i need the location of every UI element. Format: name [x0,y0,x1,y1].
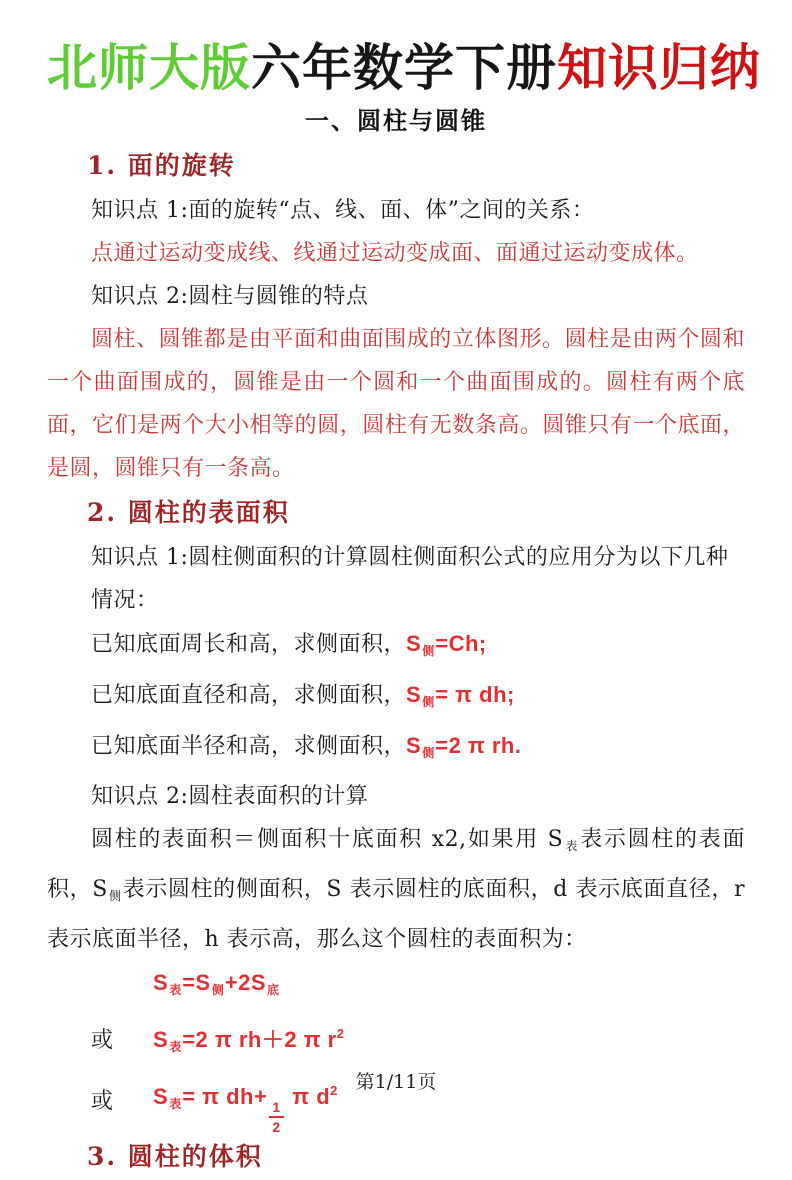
or-label: 或 [91,1088,114,1114]
title-publisher: 北师大版 [47,38,251,97]
surface-area-formula-1: $S_表=S_侧+2S_底$ [153,970,280,997]
case-1-formula: $S_侧=Ch$; [406,631,487,658]
section-2-knowledge-point-1: 知识点 1:圆柱侧面积的计算圆柱侧面积公式的应用分为以下几种情况： [91,545,729,613]
section-1-knowledge-point-2-answer: 圆柱、圆锥都是由平面和曲面围成的立体图形。圆柱是由两个圆和一个曲面围成的，圆锥是由一个圆和一个曲面围成的。圆柱有两个底面，它们是两个大小相等的圆，圆柱有无数条高。圆锥只有一个底面，是圆，圆锥只有一条高。 [47,327,745,481]
one-half-fraction: $\frac{1}{2}$ [269,1100,283,1134]
section-1-knowledge-point-2: 知识点 2:圆柱与圆锥的特点 [91,284,369,309]
section-1-knowledge-point-1-answer: 点通过运动变成线、线通过运动变成面、面通过运动变成体。 [91,241,699,266]
case-2-label: 已知底面直径和高，求侧面积， [91,683,407,708]
section-2-knowledge-point-2: 知识点 2:圆柱表面积的计算 [91,784,369,809]
title-course: 六年数学下册 [251,38,557,97]
lateral-area-case-3 [47,724,745,775]
or-label: 或 [91,1027,114,1053]
case-3-formula: $S_侧=2$ π rh. [406,733,522,760]
case-2-formula: $S_侧= \pi$ dh; [406,682,515,709]
page-number: 第1/11页 [355,1071,437,1093]
case-1-label: 已知底面周长和高，求侧面积， [91,632,407,657]
document-title [47,36,761,100]
lateral-area-case-1 [47,622,745,673]
chapter-title: 一、圆柱与圆锥 [305,108,487,135]
section-1-knowledge-point-1: 知识点 1:面的旋转“点、线、面、体”之间的关系： [91,198,595,223]
surface-area-paragraph: 圆柱的表面积＝侧面积十底面积 x2,如果用 S表表示圆柱的表面积，S侧表示圆柱的侧面积，S 表示圆柱的底面积，d 表示底面直径，r 表示底面半径，h 表示高，那么这个圆柱的表面积为： [47,827,745,952]
title-type: 知识归纳 [557,38,761,97]
section-1-heading: 1. 面的旋转 [87,151,236,180]
lateral-area-case-2 [47,673,745,724]
surface-area-formula-3: 或 $S_表= \pi$ dh+ $\frac{1}{2}$ π $d^2$ [47,1069,745,1134]
section-3-heading: 3. 圆柱的体积 [87,1142,263,1171]
surface-area-formula-2: 或 $S_表=2$ π rh＋2 π $r^2$ [47,1012,745,1069]
section-2-heading: 2. 圆柱的表面积 [87,498,290,527]
case-3-label: 已知底面半径和高，求侧面积， [91,734,407,759]
